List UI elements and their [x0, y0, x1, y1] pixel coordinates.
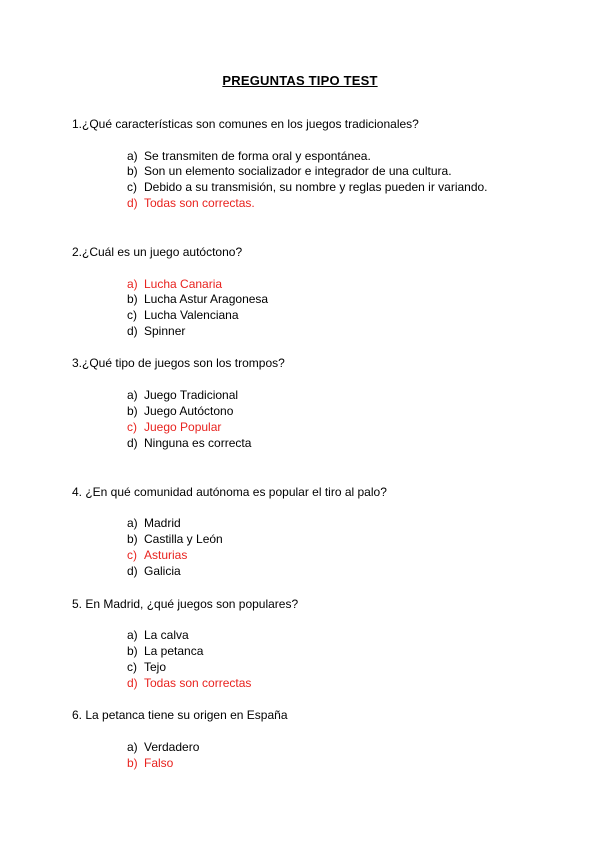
option-letter: c)	[127, 548, 137, 562]
option-1a	[127, 149, 371, 163]
option-letter: c)	[127, 308, 137, 322]
option-letter: a)	[127, 388, 138, 402]
option-5d-correct	[127, 676, 251, 690]
option-6a	[127, 740, 199, 754]
option-4a	[127, 516, 181, 530]
option-2b	[127, 292, 268, 306]
option-letter: c)	[127, 180, 137, 194]
option-text: Debido a su transmisión, su nombre y reglas pueden ir variando.	[144, 180, 488, 194]
option-text: Todas son correctas	[144, 676, 252, 690]
option-text: Son un elemento socializador e integrador de una cultura.	[144, 164, 452, 178]
option-2c	[127, 308, 239, 322]
option-text: Galicia	[144, 564, 181, 578]
question-5: 5. En Madrid, ¿qué juegos son populares?	[72, 597, 299, 611]
question-1: 1.¿Qué características son comunes en los juegos tradicionales?	[72, 117, 419, 131]
option-text: Juego Popular	[144, 420, 222, 434]
option-letter: d)	[127, 196, 138, 210]
page-title: PREGUNTAS TIPO TEST	[222, 73, 378, 88]
option-letter: d)	[127, 564, 138, 578]
option-text: Tejo	[144, 660, 167, 674]
option-text: Lucha Canaria	[144, 277, 223, 291]
option-text: Spinner	[144, 324, 186, 338]
option-3a	[127, 388, 238, 402]
option-letter: d)	[127, 676, 138, 690]
option-text: Se transmiten de forma oral y espontánea.	[144, 149, 371, 163]
option-letter: c)	[127, 660, 137, 674]
option-5c	[127, 660, 166, 674]
option-text: Castilla y León	[144, 532, 223, 546]
question-2: 2.¿Cuál es un juego autóctono?	[72, 245, 243, 259]
option-2a-correct	[127, 277, 222, 291]
option-5b	[127, 644, 203, 658]
option-3d	[127, 436, 251, 450]
option-text: Lucha Valenciana	[144, 308, 239, 322]
option-letter: b)	[127, 164, 138, 178]
option-text: Juego Autóctono	[144, 404, 234, 418]
option-4c-correct	[127, 548, 187, 562]
question-3: 3.¿Qué tipo de juegos son los trompos?	[72, 356, 285, 370]
option-letter: a)	[127, 740, 138, 754]
option-text: Madrid	[144, 516, 181, 530]
option-letter: c)	[127, 420, 137, 434]
option-letter: a)	[127, 628, 138, 642]
question-4: 4. ¿En qué comunidad autónoma es popular el tiro al palo?	[72, 485, 387, 499]
option-text: Todas son correctas.	[144, 196, 255, 210]
option-letter: d)	[127, 436, 138, 450]
option-2d	[127, 324, 185, 338]
option-text: La calva	[144, 628, 189, 642]
option-letter: b)	[127, 404, 138, 418]
option-1d-correct	[127, 196, 255, 210]
option-text: Verdadero	[144, 740, 200, 754]
option-text: Falso	[144, 756, 174, 770]
option-letter: b)	[127, 532, 138, 546]
option-3b	[127, 404, 233, 418]
option-letter: a)	[127, 149, 138, 163]
option-letter: a)	[127, 516, 138, 530]
option-5a	[127, 628, 189, 642]
option-letter: d)	[127, 324, 138, 338]
option-text: Ninguna es correcta	[144, 436, 252, 450]
option-text: Juego Tradicional	[144, 388, 239, 402]
option-letter: b)	[127, 292, 138, 306]
option-3c-correct	[127, 420, 221, 434]
option-text: La petanca	[144, 644, 204, 658]
option-4d	[127, 564, 181, 578]
question-6: 6. La petanca tiene su origen en España	[72, 708, 288, 722]
option-letter: b)	[127, 756, 138, 770]
option-1b	[127, 164, 452, 178]
option-letter: b)	[127, 644, 138, 658]
option-1c	[127, 180, 488, 194]
option-4b	[127, 532, 223, 546]
option-letter: a)	[127, 277, 138, 291]
option-6b-correct	[127, 756, 173, 770]
option-text: Lucha Astur Aragonesa	[144, 292, 269, 306]
option-text: Asturias	[144, 548, 188, 562]
